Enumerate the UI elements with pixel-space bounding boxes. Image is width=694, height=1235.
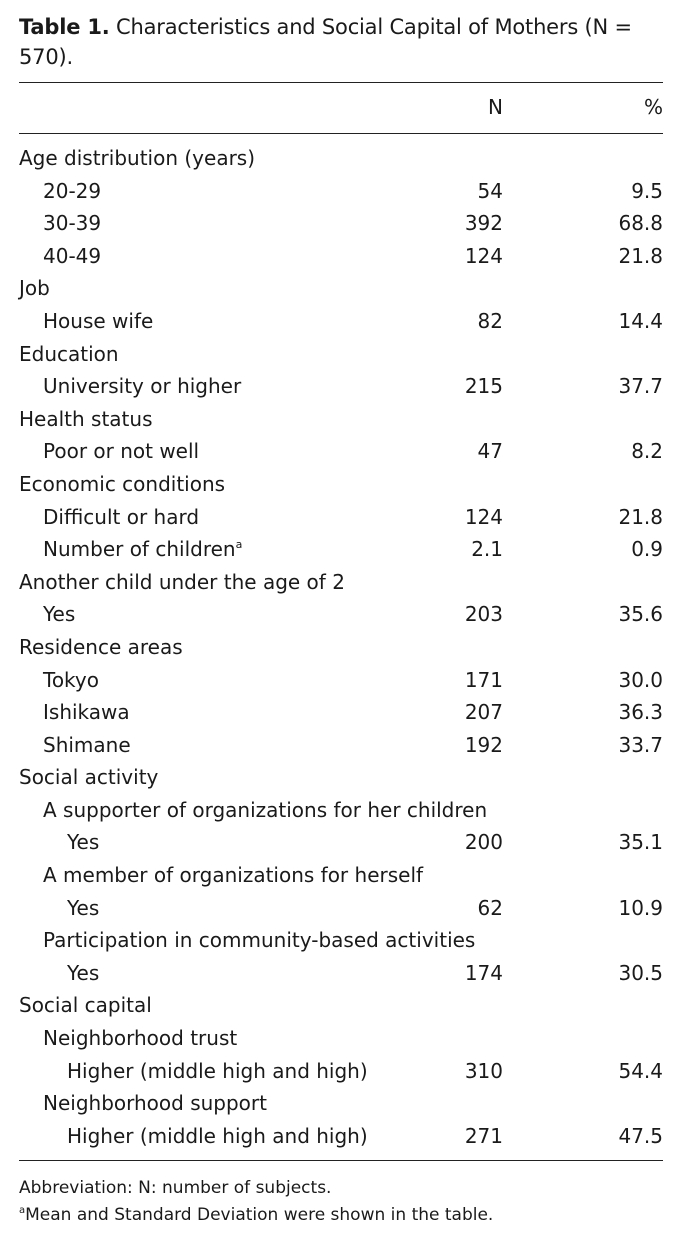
- row-label-text: Another child under the age of 2: [19, 569, 345, 594]
- row-label-text: Participation in community-based activities: [43, 928, 476, 953]
- table-row: [19, 664, 663, 697]
- row-label-text: Tokyo: [43, 667, 99, 692]
- row-label-text: 30-39: [43, 211, 102, 236]
- row-label-text: Poor or not well: [43, 439, 200, 464]
- row-n-value: 47: [477, 439, 503, 464]
- table-row: [19, 859, 663, 892]
- row-percent-value: 30.5: [618, 960, 663, 985]
- table-row: [19, 598, 663, 631]
- table-row: [19, 696, 663, 729]
- row-percent-value: 0.9: [631, 537, 663, 562]
- row-label: [19, 631, 183, 664]
- row-label: [19, 761, 158, 794]
- table-row: [19, 729, 663, 762]
- row-label: [67, 1055, 368, 1088]
- table-row: [19, 794, 663, 827]
- row-label-text: Neighborhood trust: [43, 1026, 238, 1051]
- row-label-text: Social capital: [19, 993, 152, 1018]
- row-label: [43, 729, 131, 762]
- row-label-text: Higher (middle high and high): [67, 1058, 368, 1083]
- row-label-text: Shimane: [43, 732, 131, 757]
- row-label: [43, 696, 130, 729]
- table-container: [19, 12, 663, 1229]
- table-caption-text: Characteristics and Social Capital of Mothers (N = 570).: [19, 15, 632, 69]
- row-label-text: Difficult or hard: [43, 504, 200, 529]
- row-percent-value: 10.9: [618, 895, 663, 920]
- row-n-value: 124: [464, 504, 503, 529]
- row-n-value: 203: [464, 602, 503, 627]
- row-label-text: Social activity: [19, 765, 159, 790]
- table-row: [19, 924, 663, 957]
- table-row: [19, 989, 663, 1022]
- row-label: [43, 598, 75, 631]
- table-header-rule: [19, 133, 663, 134]
- table-row: [19, 501, 663, 534]
- row-label: [43, 1022, 237, 1055]
- row-percent-value: 33.7: [618, 732, 663, 757]
- row-label: [19, 468, 225, 501]
- row-label-text: Yes: [67, 830, 100, 855]
- row-label: [43, 207, 101, 240]
- row-n-value: 207: [464, 700, 503, 725]
- table-row: [19, 305, 663, 338]
- row-percent-value: 35.6: [618, 602, 663, 627]
- table-row: [19, 240, 663, 273]
- row-label: [19, 142, 255, 175]
- row-label-text: Health status: [19, 406, 153, 431]
- table-caption: [19, 12, 663, 72]
- row-n-value: 200: [464, 830, 503, 855]
- table-row: [19, 761, 663, 794]
- row-percent-value: 54.4: [618, 1058, 663, 1083]
- row-n-value: 192: [464, 732, 503, 757]
- row-percent-value: 8.2: [631, 439, 663, 464]
- row-n-value: 215: [464, 374, 503, 399]
- row-label: [43, 533, 242, 566]
- row-label-text: Higher (middle high and high): [67, 1123, 368, 1148]
- row-label: [67, 1120, 368, 1153]
- row-label-text: Yes: [43, 602, 76, 627]
- table-row: [19, 957, 663, 990]
- footnote-a-marker: a: [19, 1205, 26, 1217]
- table-footnotes: [19, 1175, 663, 1229]
- row-n-value: 82: [477, 308, 503, 333]
- table-row: [19, 631, 663, 664]
- row-n-value: 171: [464, 667, 503, 692]
- row-label-text: Neighborhood support: [43, 1091, 267, 1116]
- row-label: [67, 892, 99, 925]
- row-label: [43, 305, 153, 338]
- row-label-footnote-marker: a: [235, 538, 243, 552]
- row-n-value: 310: [464, 1058, 503, 1083]
- row-label: [19, 338, 119, 371]
- row-label: [43, 664, 99, 697]
- table-row: [19, 370, 663, 403]
- table-row: [19, 207, 663, 240]
- row-label: [43, 1087, 267, 1120]
- row-label: [67, 826, 99, 859]
- row-label-text: Yes: [67, 960, 100, 985]
- table-row: [19, 1022, 663, 1055]
- row-label-text: A supporter of organizations for her children: [43, 797, 488, 822]
- row-label: [19, 566, 345, 599]
- table-row: [19, 1087, 663, 1120]
- row-label-text: A member of organizations for herself: [43, 863, 424, 888]
- row-label: [43, 435, 199, 468]
- row-label: [43, 175, 101, 208]
- row-percent-value: 36.3: [618, 700, 663, 725]
- row-label-text: Ishikawa: [43, 700, 130, 725]
- table-bottom-rule: [19, 1160, 663, 1161]
- row-percent-value: 21.8: [618, 243, 663, 268]
- table-row: [19, 272, 663, 305]
- table-body: [19, 142, 663, 1152]
- row-percent-value: 30.0: [618, 667, 663, 692]
- footnote-a: [19, 1202, 663, 1229]
- row-label-text: Job: [19, 276, 50, 301]
- table-row: [19, 566, 663, 599]
- row-n-value: 2.1: [471, 537, 503, 562]
- row-percent-value: 21.8: [618, 504, 663, 529]
- footnote-a-text: Mean and Standard Deviation were shown in the table.: [25, 1205, 494, 1226]
- table-header: [19, 83, 663, 133]
- row-label-text: 40-49: [43, 243, 102, 268]
- row-label: [43, 501, 199, 534]
- row-label: [67, 957, 99, 990]
- row-label-text: University or higher: [43, 374, 242, 399]
- table-row: [19, 533, 663, 566]
- table-row: [19, 1120, 663, 1153]
- row-label-text: Age distribution (years): [19, 146, 256, 170]
- row-percent-value: 68.8: [618, 211, 663, 236]
- row-percent-value: 14.4: [618, 308, 663, 333]
- row-label: [19, 272, 50, 305]
- row-label: [43, 859, 423, 892]
- row-label-text: Education: [19, 341, 119, 366]
- row-label: [19, 989, 152, 1022]
- table-row: [19, 435, 663, 468]
- row-label-text: 20-29: [43, 178, 102, 203]
- footnote-abbreviation: Abbreviation: N: number of subjects.: [19, 1178, 332, 1199]
- row-label: [43, 370, 241, 403]
- row-percent-value: 47.5: [618, 1123, 663, 1148]
- table-row: [19, 338, 663, 371]
- row-label-text: Residence areas: [19, 634, 183, 659]
- row-n-value: 174: [464, 960, 503, 985]
- row-percent-value: 37.7: [618, 374, 663, 399]
- table-row: [19, 175, 663, 208]
- column-header-percent: %: [643, 95, 663, 119]
- row-n-value: 124: [464, 243, 503, 268]
- row-label: [19, 403, 153, 436]
- table-row: [19, 1055, 663, 1088]
- table-caption-label: Table 1.: [19, 15, 110, 39]
- row-label-text: House wife: [43, 308, 154, 333]
- row-n-value: 271: [464, 1123, 503, 1148]
- table-row: [19, 468, 663, 501]
- row-percent-value: 35.1: [618, 830, 663, 855]
- row-label: [43, 924, 475, 957]
- row-label-text: Number of children: [43, 537, 236, 562]
- row-n-value: 54: [477, 178, 503, 203]
- row-label-text: Economic conditions: [19, 471, 226, 496]
- table-row: [19, 142, 663, 175]
- row-percent-value: 9.5: [631, 178, 663, 203]
- row-label: [43, 794, 487, 827]
- row-n-value: 62: [477, 895, 503, 920]
- table-row: [19, 826, 663, 859]
- row-label-text: Yes: [67, 895, 100, 920]
- column-header-n: N: [488, 95, 503, 119]
- row-label: [43, 240, 101, 273]
- table-row: [19, 892, 663, 925]
- row-n-value: 392: [464, 211, 503, 236]
- table-row: [19, 403, 663, 436]
